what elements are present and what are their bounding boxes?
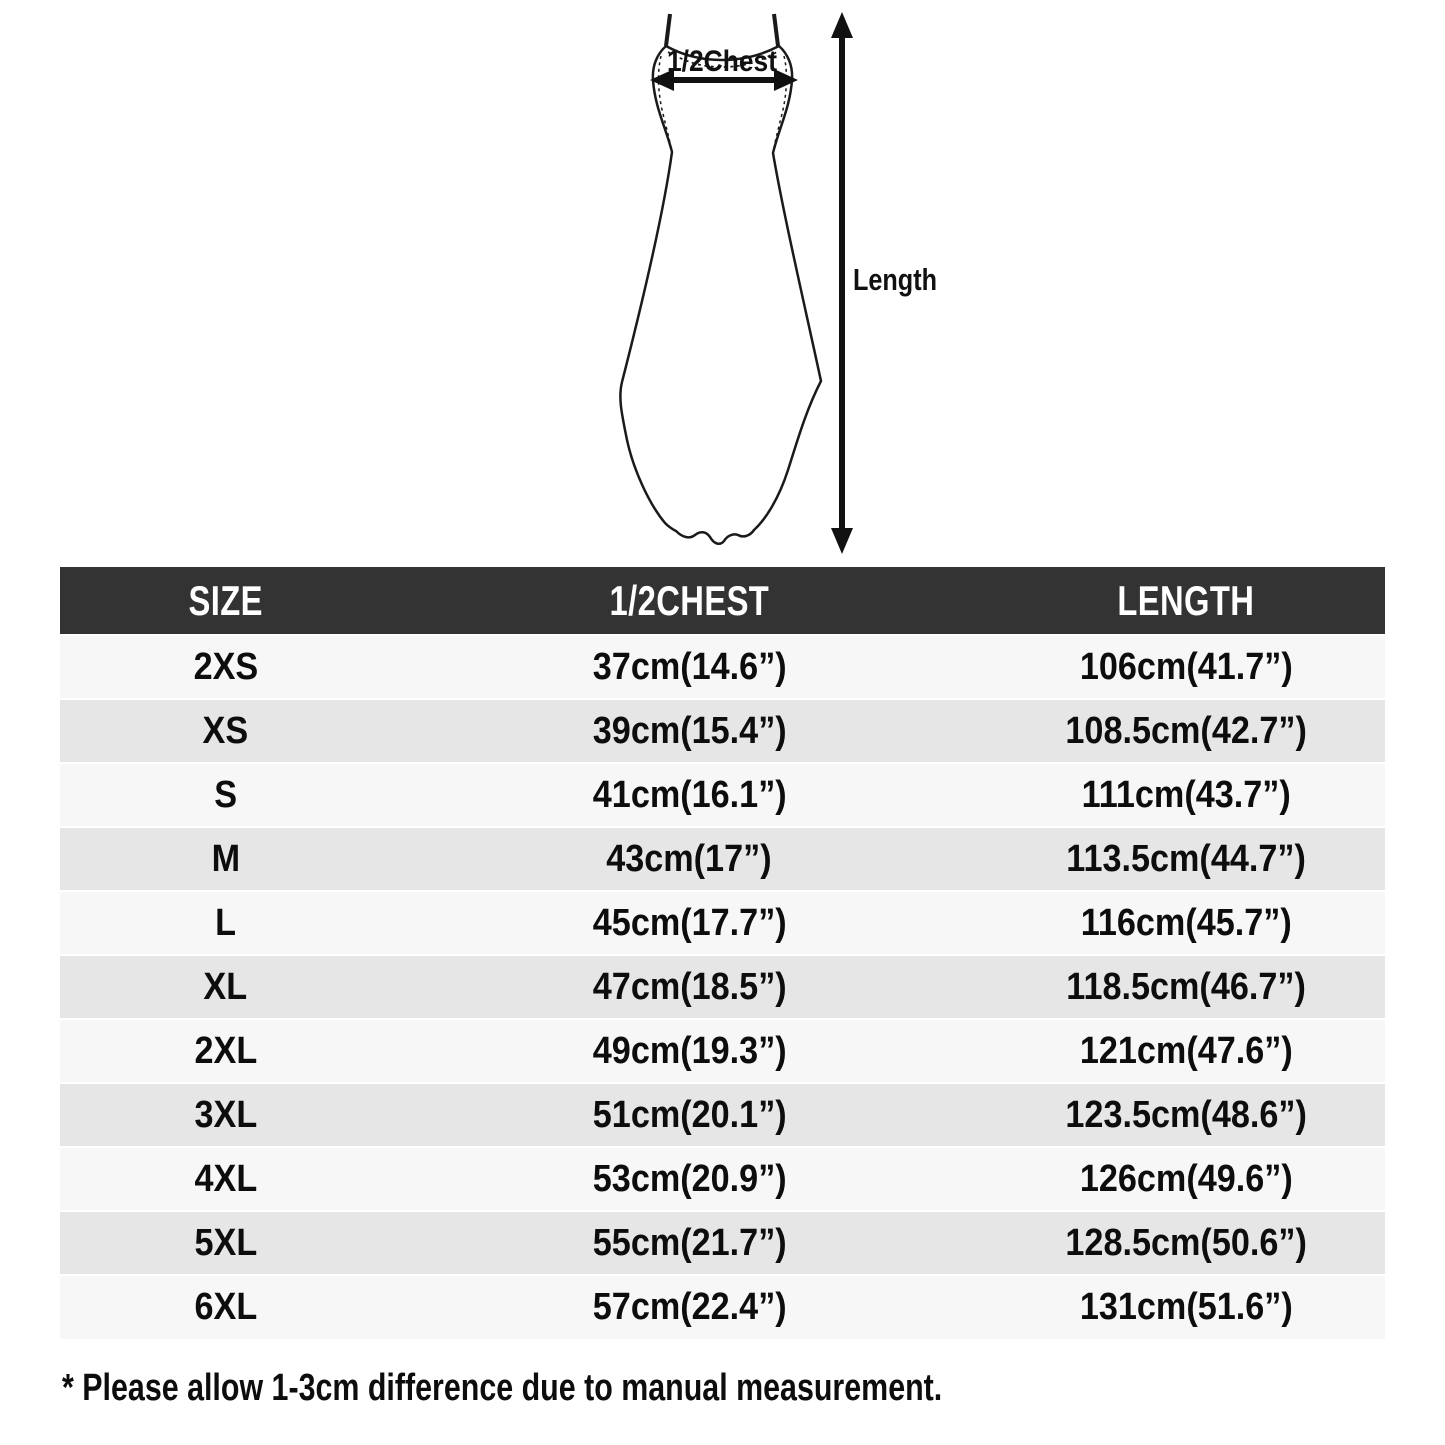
cell-chest [391,1211,987,1275]
cell-length [988,1147,1386,1211]
table-row [60,955,1385,1019]
table-row [60,635,1385,699]
table-row [60,1083,1385,1147]
cell-size [60,763,391,827]
cell-size-text: 2XL [194,1029,257,1072]
table-row [60,1147,1385,1211]
length-label: Length [853,262,937,297]
size-table [60,567,1385,1339]
cell-size [60,1083,391,1147]
cell-chest-text: 51cm(20.1”) [592,1093,787,1136]
cell-length [988,1275,1386,1339]
header-size-label: SIZE [188,576,263,624]
header-size [60,567,391,635]
cell-chest [391,955,987,1019]
cell-chest [391,699,987,763]
cell-length-text: 131cm(51.6”) [1079,1286,1293,1328]
cell-length-text: 118.5cm(46.7”) [1066,965,1307,1008]
cell-size [60,1019,391,1083]
cell-chest [391,827,987,891]
cell-length [988,1211,1386,1275]
cell-length [988,1019,1386,1083]
cell-length-text: 128.5cm(50.6”) [1065,1221,1307,1264]
cell-chest-text: 45cm(17.7”) [592,901,787,944]
cell-size [60,1275,391,1339]
cell-chest [391,635,987,699]
cell-chest-text: 39cm(15.4”) [592,709,787,752]
table-row [60,1275,1385,1339]
cell-size-text: XS [202,709,249,752]
cell-size-text: M [211,837,240,880]
cell-size [60,635,391,699]
cell-size [60,1147,391,1211]
cell-chest-text: 37cm(14.6”) [592,645,787,688]
cell-chest-text: 57cm(22.4”) [592,1286,787,1328]
cell-chest [391,1275,987,1339]
cell-chest-text: 41cm(16.1”) [592,773,787,816]
table-row [60,763,1385,827]
cell-length [988,827,1386,891]
cell-size-text: XL [203,965,248,1008]
cell-chest [391,1019,987,1083]
dress-strap-left [666,14,670,46]
cell-size-text: 4XL [194,1157,257,1200]
cell-size-text: 5XL [194,1221,257,1264]
cell-length-text: 121cm(47.6”) [1079,1029,1293,1072]
header-length-label: LENGTH [1117,576,1255,624]
cell-chest [391,1147,987,1211]
cell-chest [391,763,987,827]
cell-length [988,1083,1386,1147]
table-row [60,891,1385,955]
length-arrowhead-bottom [831,528,853,554]
cell-length-text: 116cm(45.7”) [1080,901,1292,944]
cell-chest-text: 43cm(17”) [606,837,773,880]
cell-chest-text: 47cm(18.5”) [592,965,787,1008]
cell-size [60,891,391,955]
header-length [988,567,1386,635]
dress-outline [620,46,821,544]
cell-size-text: 3XL [194,1093,257,1136]
cell-size [60,699,391,763]
cell-length [988,955,1386,1019]
cell-chest-text: 53cm(20.9”) [592,1157,787,1200]
table-row [60,699,1385,763]
chest-label: 1/2Chest [667,45,778,78]
cell-length-text: 111cm(43.7”) [1081,773,1291,816]
header-row [60,567,1385,635]
length-arrowhead-top [831,12,853,38]
cell-length [988,891,1386,955]
dress-diagram [0,0,1445,567]
cell-size [60,1211,391,1275]
table-row [60,1019,1385,1083]
cell-chest-text: 49cm(19.3”) [592,1029,787,1072]
dress-diagram-svg [0,0,1445,567]
table-row [60,827,1385,891]
cell-length-text: 106cm(41.7”) [1079,645,1293,688]
cell-chest [391,891,987,955]
cell-length-text: 126cm(49.6”) [1079,1157,1293,1200]
cell-chest-text: 55cm(21.7”) [592,1221,787,1264]
cell-size-text: L [215,901,237,944]
size-table-header [60,567,1385,635]
cell-size-text: S [214,773,238,816]
header-chest [391,567,987,635]
dress-strap-right [774,14,778,46]
cell-size [60,955,391,1019]
header-chest-label: 1/2CHEST [609,576,770,624]
cell-size [60,827,391,891]
table-row [60,1211,1385,1275]
cell-length-text: 108.5cm(42.7”) [1065,709,1307,752]
cell-chest [391,1083,987,1147]
cell-size-text: 6XL [194,1286,257,1328]
cell-length-text: 123.5cm(48.6”) [1065,1093,1307,1136]
cell-size-text: 2XS [193,645,258,688]
measurement-note: * Please allow 1-3cm difference due to manual measurement. [62,1367,943,1409]
cell-length [988,763,1386,827]
cell-length [988,635,1386,699]
cell-length [988,699,1386,763]
size-table-body [60,635,1385,1339]
cell-length-text: 113.5cm(44.7”) [1066,837,1307,880]
